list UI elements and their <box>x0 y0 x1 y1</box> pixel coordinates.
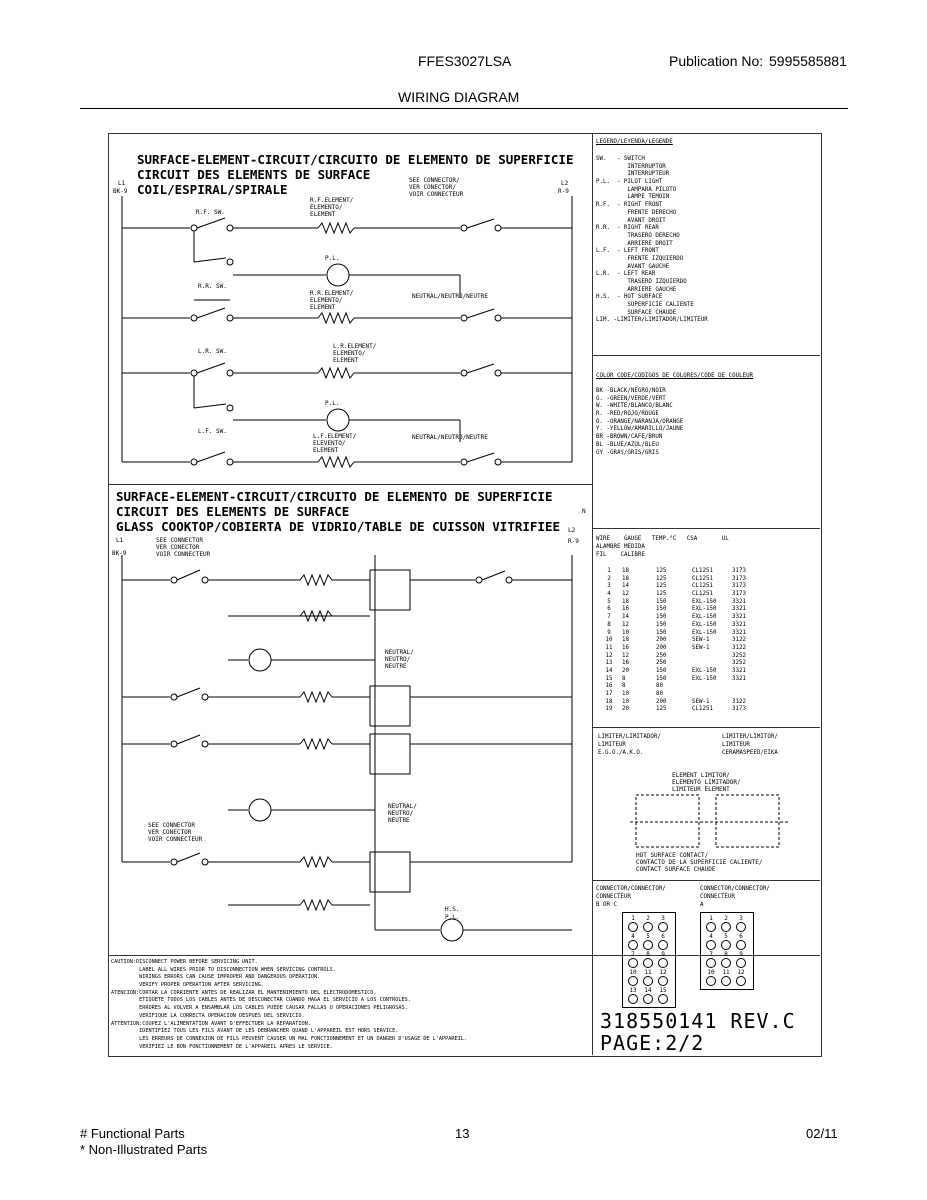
connector-pin <box>626 933 640 951</box>
wire-table-cell: 16 <box>622 644 629 651</box>
wire-table-cell: 16 <box>605 683 613 690</box>
wire-table-cell: CL1251 <box>692 568 713 574</box>
connector-pin-number: 4 <box>631 933 635 940</box>
wire-table-row <box>596 636 756 644</box>
wire-table-cell: 4 <box>607 591 611 598</box>
connector-pin-number: 14 <box>644 987 652 994</box>
wire-table-cell: 125 <box>656 583 667 590</box>
wire-table-subheader: ALAMBRE MEDIDA <box>596 544 645 550</box>
connector-pin-number: 6 <box>739 933 743 940</box>
wire-table-cell: 8 <box>622 675 626 682</box>
part-number: 318550141 REV.C <box>600 1009 796 1033</box>
wire-table-subheader-2: FIL CALIBRE <box>596 552 645 558</box>
lr-element-label: L.R.ELEMENT/ ELEMENTO/ ELEMENT <box>333 343 377 364</box>
wire-table-cell: 10 <box>605 637 613 644</box>
wire-table-row <box>596 567 756 575</box>
wire-table-cell: 16 <box>622 606 629 613</box>
caution-line: VERIFIEZ LE BON FONCTIONNEMENT DE L'APPAREIL APRES LE SERVICE. <box>111 1043 333 1050</box>
connector-pin-circle <box>721 976 731 986</box>
wire-table-cell: 150 <box>656 675 667 682</box>
wire-table-cell: 150 <box>656 621 667 628</box>
legend-item: P.L. - PILOT LIGHT <box>596 179 663 186</box>
wire-table-cell: 125 <box>656 591 667 598</box>
wire-table-cell: 150 <box>656 614 667 621</box>
label-r9: R-9 <box>558 188 569 195</box>
wire-table-cell: 3321 <box>732 675 746 682</box>
connector-pin-circle <box>706 922 716 932</box>
caution-text <box>111 958 467 1050</box>
wire-table-row <box>596 652 756 660</box>
wire-table-cell: EXL-150 <box>692 675 717 682</box>
neutral-label-3: NEUTRAL/ NEUTRO/ NEUTRE <box>385 649 414 670</box>
wire-table-row <box>596 575 756 583</box>
legend-item: TRASERO IZQUIERDO <box>596 279 687 285</box>
connector-pin-circle <box>736 958 746 968</box>
wire-table-cell: 3321 <box>732 606 746 613</box>
connector-pin <box>704 969 718 987</box>
footer-page-number: 13 <box>455 1126 470 1141</box>
rf-element-label: R.F.ELEMENT/ ELEMENTO/ ELEMENT <box>310 197 354 218</box>
connector-pin-circle <box>628 958 638 968</box>
lr-switch-label: L.R. SW. <box>198 348 227 355</box>
connector-pin <box>734 915 748 933</box>
wire-table-cell: 3173 <box>732 568 746 574</box>
legend-item: LIM. -LIMITER/LIMITADOR/LIMITEUR <box>596 317 708 324</box>
legend-item: INTERRUPTEUR <box>596 171 670 178</box>
connector-pin <box>641 969 655 987</box>
connector-pin-number: 5 <box>724 933 728 940</box>
wire-table-cell: 250 <box>656 652 667 659</box>
connector-pin-circle <box>643 994 653 1004</box>
connector-pin <box>641 951 655 969</box>
wire-table-row <box>596 667 756 675</box>
pilot-light-label-1: P.L. <box>325 255 340 262</box>
legend-item: L.F. - LEFT FRONT <box>596 248 659 255</box>
connector-pin-circle <box>721 958 731 968</box>
legend-item: SUPERFICIE CALIENTE <box>596 302 694 309</box>
caution-line: VERIFY PROPER OPERATION AFTER SERVICING. <box>111 982 265 989</box>
connector-pin-number: 3 <box>661 915 665 922</box>
color-code-title: COLOR CODE/CODIGOS DE COLORES/CODE DE COULEUR <box>596 373 754 379</box>
connector-pin-number: 12 <box>737 969 745 976</box>
connector-pin-circle <box>658 940 668 950</box>
wire-table-row <box>596 605 756 613</box>
wire-table-cell: 3321 <box>732 667 746 674</box>
wire-table-cell: CL1251 <box>692 591 713 598</box>
legend-item: SURFACE CHAUDE <box>596 309 677 316</box>
legend-list <box>596 155 708 324</box>
connector-pin <box>656 915 670 933</box>
label-bk9: BK-9 <box>113 188 128 195</box>
rf-switch-label: R.F. SW. <box>196 209 225 216</box>
wire-table-cell: 3321 <box>732 614 746 621</box>
limiter-left-label: LIMITER/LIMITADOR/ LIMITEUR E.G.O./A.K.O. <box>598 734 661 756</box>
connector-pin-circle <box>628 976 638 986</box>
wire-table-cell: 80 <box>656 691 663 697</box>
connector-pin-number: 9 <box>739 951 743 958</box>
wire-table-cell: 125 <box>656 568 667 574</box>
wire-table-cell: SEW-1 <box>692 644 710 651</box>
color-code-item: O. -ORANGE/NARANJA/ORANGE <box>596 418 684 425</box>
wire-table-cell: 12 <box>622 652 629 659</box>
hot-surface-label: H.S. <box>445 906 460 913</box>
wire-table-cell: 150 <box>656 606 667 613</box>
wire-table-cell: 150 <box>656 667 667 674</box>
legend-title: LEGEND/LEYENDA/LEGENDE <box>596 139 673 145</box>
connector-pin <box>734 951 748 969</box>
section1-title: SURFACE-ELEMENT-CIRCUIT/CIRCUITO DE ELEMENTO DE SUPERFICIE <box>137 152 574 167</box>
color-code-item: BK -BLACK/NEGRO/NOIR <box>596 388 666 394</box>
neutral-label-2: NEUTRAL/NEUTRO/NEUTRE <box>412 434 488 441</box>
wire-table-cell: 2 <box>607 575 611 582</box>
wire-table-cell: 125 <box>656 706 667 713</box>
footer-date: 02/11 <box>806 1126 838 1141</box>
connector-pin <box>734 933 748 951</box>
legend-item: ARRIERE GAUCHE <box>596 286 677 293</box>
wire-table-cell: 14 <box>622 614 629 621</box>
color-code-item: BL -BLUE/AZUL/BLEU <box>596 441 659 448</box>
connector-pin <box>719 933 733 951</box>
label-l2: L2 <box>561 180 569 187</box>
wire-table-cell: 150 <box>656 629 667 636</box>
wire-table-row <box>596 644 756 652</box>
wire-table-cell: EXL-150 <box>692 614 717 621</box>
wire-table-cell: 18 <box>605 698 613 705</box>
connector-pin-circle <box>721 922 731 932</box>
connector-pin-number: 6 <box>661 933 665 940</box>
publication-number: 5995585881 <box>769 53 847 69</box>
label-l1: L1 <box>118 180 126 187</box>
connector-right-title: CONNECTOR/CONNECTOR/ CONNECTEUR A <box>700 886 770 908</box>
connector-pin-number: 3 <box>739 915 743 922</box>
connector-pin-circle <box>736 976 746 986</box>
connector-pin <box>719 951 733 969</box>
wire-table-row <box>596 621 756 629</box>
connector-pin-circle <box>658 976 668 986</box>
wire-table-cell: 200 <box>656 698 667 705</box>
wire-table-cell: 80 <box>656 683 663 690</box>
wire-table-cell: 3173 <box>732 706 746 713</box>
connector-pin-number: 7 <box>631 951 635 958</box>
wire-table-cell: 3252 <box>732 652 746 659</box>
caution-line: ERRORES AL VOLVER A ENSAMBLAR LOS CABLES PUEDE CAUSAR FALLAS U OPERACIONES PELIGROSAS. <box>111 1005 408 1012</box>
label-bk9-2: BK-9 <box>112 550 127 557</box>
legend-item: H.S. - HOT SURFACE <box>596 294 663 301</box>
wire-table-cell: EXL-150 <box>692 629 717 636</box>
section2-title: SURFACE-ELEMENT-CIRCUIT/CIRCUITO DE ELEMENTO DE SUPERFICIE <box>116 489 553 504</box>
wire-table-cell: 15 <box>605 675 613 682</box>
wire-table-cell: 8 <box>607 621 611 628</box>
connector-pin <box>719 969 733 987</box>
connector-pin <box>641 987 655 1005</box>
wire-table-cell: 20 <box>622 706 629 713</box>
connector-pin-number: 1 <box>709 915 713 922</box>
color-code-item: R. -RED/ROJO/ROUGE <box>596 411 659 418</box>
connector-pin-circle <box>628 940 638 950</box>
section2-subtitle2: GLASS COOKTOP/COBIERTA DE VIDRIO/TABLE DE CUISSON VITRIFIEE <box>116 519 561 534</box>
caution-line: LES ERREURS DE CONNEXION DE FILS PEUVENT CAUSER UN MAL FONCTIONNEMENT ET UN DANGER D'USAGE DE L'APPAREIL. <box>111 1035 468 1042</box>
wire-table-cell: 150 <box>656 598 667 605</box>
section2-subtitle: CIRCUIT DES ELEMENTS DE SURFACE <box>116 504 350 519</box>
connector-pin-number: 8 <box>724 951 728 958</box>
neutral-label-1: NEUTRAL/NEUTRO/NEUTRE <box>412 293 488 300</box>
legend-item: LAMPARA PILOTO <box>596 186 677 193</box>
section1-subtitle: CIRCUIT DES ELEMENTS DE SURFACE <box>137 167 371 182</box>
see-connector-3: SEE CONNECTOR VER CONECTOR VOIR CONNECTEUR <box>148 822 203 843</box>
connector-pin <box>656 951 670 969</box>
label-l1-2: L1 <box>116 537 124 544</box>
caution-line: WIRINGS ERRORS CAN CAUSE IMPROPER AND DANGEROUS OPERATION. <box>111 974 321 981</box>
wire-table-cell: EXL-150 <box>692 667 717 674</box>
wire-table-row <box>596 582 756 590</box>
wire-table-row <box>596 682 756 690</box>
wire-table-cell: 18 <box>622 568 629 574</box>
wire-table-header: WIRE GAUGE TEMP.°C CSA UL <box>596 536 729 542</box>
label-r9-2: R-9 <box>568 538 579 545</box>
model-number: FFES3027LSA <box>418 53 512 69</box>
section1-subtitle2: COIL/ESPIRAL/SPIRALE <box>137 182 288 197</box>
legend-item: L.R. - LEFT REAR <box>596 271 656 278</box>
connector-pin-circle <box>706 940 716 950</box>
connector-pin <box>656 969 670 987</box>
wire-table-cell: 11 <box>605 644 613 651</box>
wire-table-cell: 13 <box>605 660 613 667</box>
connector-pin-number: 2 <box>646 915 650 922</box>
connector-pin-number: 5 <box>646 933 650 940</box>
wire-table-cell: 3122 <box>732 637 746 644</box>
wire-table-row <box>596 690 756 698</box>
connector-pin <box>704 933 718 951</box>
wire-table-cell: CL1251 <box>692 575 713 582</box>
legend-item: R.F. - RIGHT FRONT <box>596 202 663 209</box>
page-title: WIRING DIAGRAM <box>398 89 520 105</box>
lf-switch-label: L.F. SW. <box>198 428 227 435</box>
connector-pin-circle <box>658 958 668 968</box>
wire-table-cell: 18 <box>622 637 629 644</box>
wire-table-rows <box>596 567 756 713</box>
connector-left-title: CONNECTOR/CONNECTOR/ CONNECTEUR B OR C <box>596 886 666 908</box>
element-limitor-label: ELEMENT LIMITOR/ ELEMENTO LIMITADOR/ LIMITEUR ELEMENT <box>672 772 741 793</box>
connector-bc-block <box>622 912 676 1008</box>
wire-table-cell: 18 <box>622 575 629 582</box>
footer-functional: # Functional Parts <box>80 1126 185 1141</box>
see-connector-1: SEE CONNECTOR/ VER CONECTOR/ VOIR CONNECTEUR <box>409 177 464 198</box>
wire-table-cell: 3173 <box>732 583 746 590</box>
caution-line: ATTENTION:COUPEZ L'ALIMENTATION AVANT D'EFFECTUER LA REPARATION. <box>111 1020 311 1027</box>
connector-pin-circle <box>628 922 638 932</box>
legend-item: AVANT GAUCHE <box>596 263 670 270</box>
wire-table-cell: 12 <box>622 591 629 598</box>
wire-table-cell: 3321 <box>732 598 746 605</box>
wire-table-cell: 3 <box>607 583 611 590</box>
connector-pin-number: 7 <box>709 951 713 958</box>
legend-item: ARRIERE DROIT <box>596 240 673 247</box>
connector-pin-circle <box>721 940 731 950</box>
connector-pin-circle <box>706 958 716 968</box>
wire-table-cell: 19 <box>605 706 613 713</box>
wire-table-cell: 200 <box>656 637 667 644</box>
connector-pin <box>641 933 655 951</box>
legend-item: FRENTE DERECHO <box>596 209 677 216</box>
wire-table-cell: 5 <box>607 598 611 605</box>
connector-pin <box>704 951 718 969</box>
connector-pin-number: 13 <box>629 987 637 994</box>
lf-element-label: L.F.ELEMENT/ ELEVENTO/ ELEMENT <box>313 433 357 454</box>
rr-switch-label: R.R. SW. <box>198 283 227 290</box>
color-code-item: Y. -YELLOW/AMARILLO/JAUNE <box>596 426 684 433</box>
connector-pin-number: 15 <box>659 987 667 994</box>
connector-a-block <box>700 912 754 990</box>
hot-surface-contact-label: HOT SURFACE CONTACT/ CONTACTO DE LA SUPERFICIE CALIENTE/ CONTACT SURFACE CHAUDE <box>636 852 763 873</box>
wire-table-cell: 12 <box>605 652 613 659</box>
connector-pin-number: 12 <box>659 969 667 976</box>
label-n: N <box>582 508 586 515</box>
color-code-item: G. -GREEN/VERDE/VERT <box>596 395 666 402</box>
connector-pin-circle <box>643 940 653 950</box>
caution-line: CAUTION:DISCONNECT POWER BEFORE SERVICING UNIT. <box>111 959 258 965</box>
connector-pin-number: 11 <box>644 969 652 976</box>
wire-table-row <box>596 659 756 667</box>
caution-line: LABEL ALL WIRES PRIOR TO DISCONNECTION WHEN SERVICING CONTROLS. <box>111 966 336 973</box>
wire-table-row <box>596 698 756 706</box>
color-code-item: BR -BROWN/CAFE/BRUN <box>596 434 663 441</box>
label-l2-2: L2 <box>568 527 576 534</box>
limiter-right-label: LIMITER/LIMITOR/ LIMITEUR CERAMASPEED/EIKA <box>722 734 778 756</box>
connector-pin <box>734 969 748 987</box>
wire-table-cell: 16 <box>622 660 629 667</box>
legend-item: TRASERO DERECHO <box>596 232 680 239</box>
connector-pin-number: 4 <box>709 933 713 940</box>
wire-table-cell: 14 <box>605 667 613 674</box>
connector-pin-number: 8 <box>646 951 650 958</box>
legend-item: AVANT DROIT <box>596 217 666 224</box>
connector-pin-number: 1 <box>631 915 635 922</box>
wire-table-cell: 10 <box>622 629 629 636</box>
caution-line: ETIQUETE TODOS LOS CABLES ANTES DE DESCONECTAR CUANDO HAGA EL SERVICIO A LOS CONTROLES. <box>111 997 411 1004</box>
connector-pin <box>656 987 670 1005</box>
legend-item: FRENTE IZQUIERDO <box>596 255 684 262</box>
pilot-light-label-3: P.L. <box>445 914 460 921</box>
legend-item: R.R. - RIGHT REAR <box>596 225 659 232</box>
wire-table-row <box>596 598 756 606</box>
wire-table-cell: 6 <box>607 606 611 613</box>
wire-table-cell: 3173 <box>732 575 746 582</box>
wire-table-cell: 8 <box>622 683 626 690</box>
wire-table-cell: 9 <box>607 629 611 636</box>
wire-table-cell: 250 <box>656 660 667 667</box>
wire-table-cell: 125 <box>656 575 667 582</box>
wire-table-cell: 12 <box>622 621 629 628</box>
color-code-list <box>596 387 683 456</box>
wire-table-cell: 3122 <box>732 698 746 705</box>
wire-table-cell: 20 <box>622 667 629 674</box>
wire-table-cell: EXL-150 <box>692 598 717 605</box>
color-code-item: GY -GRAY/GRIS/GRIS <box>596 449 659 456</box>
legend-item: SW. - SWITCH <box>596 156 645 162</box>
connector-pin-circle <box>736 940 746 950</box>
wire-table-cell: SEW-1 <box>692 637 710 644</box>
wire-table-cell: 3122 <box>732 644 746 651</box>
wire-table-row <box>596 629 756 637</box>
wire-table-cell: EXL-150 <box>692 606 717 613</box>
connector-pin <box>641 915 655 933</box>
wire-table-cell: 3252 <box>732 660 746 667</box>
connector-pin-circle <box>658 922 668 932</box>
see-connector-2: SEE CONNECTOR VER CONECTOR VOIR CONNECTEUR <box>156 537 211 558</box>
connector-pin-circle <box>643 922 653 932</box>
caution-line: ATENCION:CORTAR LA CORRIENTE ANTES DE REALIZAR EL MANTENIMIENTO DEL ELECTRODOMESTICO. <box>111 989 377 996</box>
wire-table-cell: 10 <box>622 691 629 697</box>
wire-table-cell: EXL-150 <box>692 621 717 628</box>
connector-pin <box>719 915 733 933</box>
publication-label: Publication No: <box>669 53 764 69</box>
caution-line: VERIFIQUE LA CORRECTA OPERACION DESPUES DEL SERVICIO. <box>111 1012 305 1019</box>
page-label: PAGE:2/2 <box>600 1031 705 1055</box>
connector-pin-circle <box>736 922 746 932</box>
wire-table-cell: 17 <box>605 691 613 697</box>
wire-table-cell: 3173 <box>732 591 746 598</box>
rr-element-label: R.R.ELEMENT/ ELEMENTO/ ELEMENT <box>310 290 354 311</box>
connector-pin-number: 11 <box>722 969 730 976</box>
wire-table-cell: 18 <box>622 598 629 605</box>
neutral-label-4: NEUTRAL/ NEUTRO/ NEUTRE <box>388 803 417 824</box>
wire-table-cell: CL1251 <box>692 583 713 590</box>
connector-pin <box>626 915 640 933</box>
footer-non-illustrated: * Non-Illustrated Parts <box>80 1142 208 1157</box>
wire-table-cell: 14 <box>622 583 629 590</box>
connector-pin-number: 2 <box>724 915 728 922</box>
connector-pin-number: 10 <box>707 969 715 976</box>
color-code-item: W. -WHITE/BLANCO/BLANC <box>596 403 673 410</box>
connector-pin-circle <box>628 994 638 1004</box>
wire-table-cell: 200 <box>656 644 667 651</box>
connector-pin-number: 10 <box>629 969 637 976</box>
legend-item: LAMPE TEMOIN <box>596 194 670 201</box>
connector-pin-circle <box>643 976 653 986</box>
connector-pin <box>626 987 640 1005</box>
wire-table-cell: SEW-1 <box>692 698 710 705</box>
connector-pin-number: 9 <box>661 951 665 958</box>
connector-pin-circle <box>706 976 716 986</box>
wire-table-row <box>596 590 756 598</box>
connector-pin-circle <box>658 994 668 1004</box>
wire-table-cell: 7 <box>607 614 611 621</box>
wire-table-cell: 3321 <box>732 621 746 628</box>
pilot-light-label-2: P.L. <box>325 400 340 407</box>
wire-table-cell: CL1251 <box>692 706 713 713</box>
connector-pin <box>626 951 640 969</box>
connector-pin <box>656 933 670 951</box>
connector-pin-circle <box>643 958 653 968</box>
connector-pin <box>626 969 640 987</box>
wire-table-cell: 10 <box>622 698 629 705</box>
connector-pin <box>704 915 718 933</box>
wire-table-row <box>596 675 756 683</box>
legend-item: INTERRUPTOR <box>596 163 666 170</box>
wire-table-cell: 1 <box>607 568 611 574</box>
wire-table-row <box>596 613 756 621</box>
wire-table-row <box>596 705 756 713</box>
caution-line: IDENTIFIEZ TOUS LES FILS AVANT DE LES DEBRANCHER QUAND L'APPAREIL EST HORS SERVICE. <box>111 1028 399 1035</box>
wire-table-cell: 3321 <box>732 629 746 636</box>
